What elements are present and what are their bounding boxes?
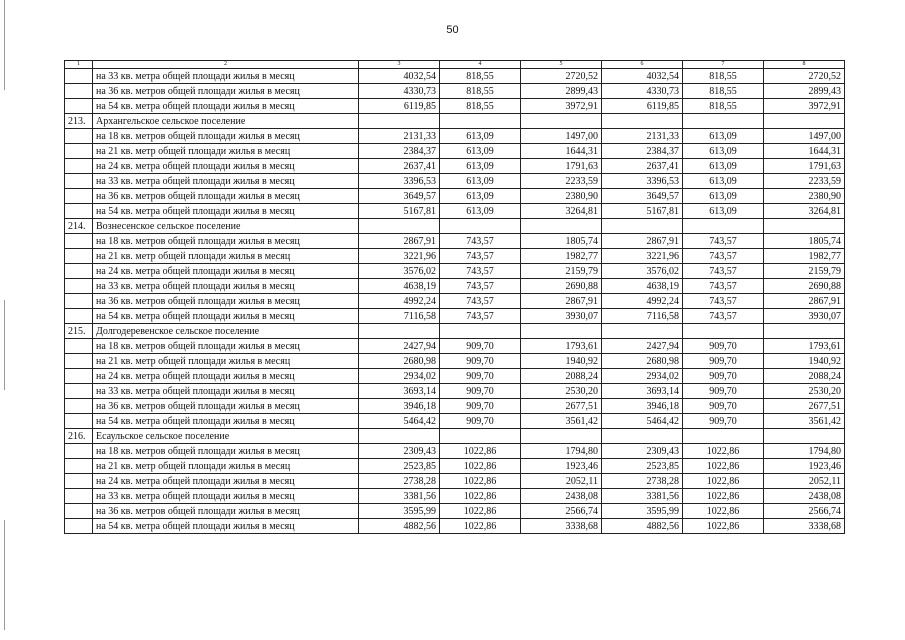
norm-label: на 21 кв. метр общей площади жилья в месяц bbox=[93, 354, 359, 369]
value-cell-col3: 2934,02 bbox=[359, 369, 440, 384]
table-row bbox=[65, 384, 845, 399]
value-cell-col8: 2088,24 bbox=[764, 369, 845, 384]
value-cell-col5: 3561,42 bbox=[521, 414, 602, 429]
table-row bbox=[65, 69, 845, 84]
value-cell-col3: 6119,85 bbox=[359, 99, 440, 114]
value-cell-col3: 7116,58 bbox=[359, 309, 440, 324]
norm-label: на 54 кв. метра общей площади жилья в месяц bbox=[93, 204, 359, 219]
norm-label: на 36 кв. метров общей площади жилья в месяц bbox=[93, 84, 359, 99]
value-cell-col4: 909,70 bbox=[440, 354, 521, 369]
norm-label: на 33 кв. метра общей площади жилья в месяц bbox=[93, 174, 359, 189]
value-cell-col3: 3595,99 bbox=[359, 504, 440, 519]
value-cell-col7: 743,57 bbox=[683, 249, 764, 264]
value-cell-col4: 743,57 bbox=[440, 234, 521, 249]
column-number: 4 bbox=[440, 61, 521, 69]
empty-cell bbox=[359, 324, 440, 339]
value-cell-col6: 5167,81 bbox=[602, 204, 683, 219]
norm-label: на 21 кв. метр общей площади жилья в месяц bbox=[93, 144, 359, 159]
table-row bbox=[65, 309, 845, 324]
table-row bbox=[65, 99, 845, 114]
section-title: Вознесенское сельское поселение bbox=[93, 219, 359, 234]
table-row bbox=[65, 339, 845, 354]
value-cell-col6: 3693,14 bbox=[602, 384, 683, 399]
value-cell-col3: 4330,73 bbox=[359, 84, 440, 99]
value-cell-col7: 743,57 bbox=[683, 279, 764, 294]
value-cell-col6: 4638,19 bbox=[602, 279, 683, 294]
value-cell-col5: 2720,52 bbox=[521, 69, 602, 84]
table-row bbox=[65, 159, 845, 174]
page-number: 50 bbox=[446, 24, 459, 36]
value-cell-col7: 613,09 bbox=[683, 174, 764, 189]
value-cell-col6: 2738,28 bbox=[602, 474, 683, 489]
value-cell-col3: 5167,81 bbox=[359, 204, 440, 219]
value-cell-col4: 818,55 bbox=[440, 99, 521, 114]
value-cell-col4: 613,09 bbox=[440, 204, 521, 219]
value-cell-col6: 2309,43 bbox=[602, 444, 683, 459]
value-cell-col3: 4992,24 bbox=[359, 294, 440, 309]
value-cell-col6: 4330,73 bbox=[602, 84, 683, 99]
settlement-section-row bbox=[65, 114, 845, 129]
table-row bbox=[65, 279, 845, 294]
norm-label: на 21 кв. метр общей площади жилья в месяц bbox=[93, 459, 359, 474]
value-cell-col7: 743,57 bbox=[683, 234, 764, 249]
value-cell-col5: 2530,20 bbox=[521, 384, 602, 399]
table-row bbox=[65, 519, 845, 534]
value-cell-col4: 743,57 bbox=[440, 264, 521, 279]
value-cell-col4: 743,57 bbox=[440, 294, 521, 309]
empty-cell bbox=[521, 114, 602, 129]
value-cell-col3: 4638,19 bbox=[359, 279, 440, 294]
value-cell-col3: 2131,33 bbox=[359, 129, 440, 144]
table-row bbox=[65, 474, 845, 489]
value-cell-col6: 2637,41 bbox=[602, 159, 683, 174]
empty-cell bbox=[359, 114, 440, 129]
table-row bbox=[65, 84, 845, 99]
value-cell-col4: 1022,86 bbox=[440, 459, 521, 474]
empty-cell bbox=[65, 459, 93, 474]
value-cell-col7: 613,09 bbox=[683, 159, 764, 174]
value-cell-col5: 2380,90 bbox=[521, 189, 602, 204]
empty-cell bbox=[65, 384, 93, 399]
value-cell-col5: 2438,08 bbox=[521, 489, 602, 504]
value-cell-col8: 2380,90 bbox=[764, 189, 845, 204]
value-cell-col7: 909,70 bbox=[683, 354, 764, 369]
empty-cell bbox=[521, 324, 602, 339]
norm-label: на 36 кв. метров общей площади жилья в месяц bbox=[93, 504, 359, 519]
value-cell-col5: 2566,74 bbox=[521, 504, 602, 519]
value-cell-col3: 2867,91 bbox=[359, 234, 440, 249]
column-number: 5 bbox=[521, 61, 602, 69]
empty-cell bbox=[440, 429, 521, 444]
value-cell-col7: 1022,86 bbox=[683, 504, 764, 519]
value-cell-col3: 4882,56 bbox=[359, 519, 440, 534]
table-row bbox=[65, 174, 845, 189]
empty-cell bbox=[683, 429, 764, 444]
value-cell-col8: 2677,51 bbox=[764, 399, 845, 414]
table-row bbox=[65, 144, 845, 159]
value-cell-col5: 1940,92 bbox=[521, 354, 602, 369]
value-cell-col6: 6119,85 bbox=[602, 99, 683, 114]
value-cell-col3: 3946,18 bbox=[359, 399, 440, 414]
norm-label: на 36 кв. метров общей площади жилья в месяц bbox=[93, 189, 359, 204]
empty-cell bbox=[683, 219, 764, 234]
value-cell-col4: 613,09 bbox=[440, 129, 521, 144]
norm-label: на 54 кв. метра общей площади жилья в месяц bbox=[93, 519, 359, 534]
value-cell-col8: 2720,52 bbox=[764, 69, 845, 84]
value-cell-col6: 3946,18 bbox=[602, 399, 683, 414]
empty-cell bbox=[65, 369, 93, 384]
value-cell-col8: 2438,08 bbox=[764, 489, 845, 504]
value-cell-col6: 3595,99 bbox=[602, 504, 683, 519]
value-cell-col3: 2309,43 bbox=[359, 444, 440, 459]
value-cell-col6: 4882,56 bbox=[602, 519, 683, 534]
empty-cell bbox=[65, 264, 93, 279]
value-cell-col5: 1791,63 bbox=[521, 159, 602, 174]
value-cell-col8: 1923,46 bbox=[764, 459, 845, 474]
value-cell-col4: 1022,86 bbox=[440, 519, 521, 534]
value-cell-col7: 818,55 bbox=[683, 69, 764, 84]
table-row bbox=[65, 504, 845, 519]
value-cell-col3: 4032,54 bbox=[359, 69, 440, 84]
value-cell-col6: 3649,57 bbox=[602, 189, 683, 204]
value-cell-col7: 1022,86 bbox=[683, 444, 764, 459]
value-cell-col8: 2566,74 bbox=[764, 504, 845, 519]
table-row bbox=[65, 414, 845, 429]
value-cell-col8: 3561,42 bbox=[764, 414, 845, 429]
empty-cell bbox=[65, 489, 93, 504]
table-row bbox=[65, 444, 845, 459]
value-cell-col8: 2233,59 bbox=[764, 174, 845, 189]
empty-cell bbox=[359, 429, 440, 444]
value-cell-col8: 1940,92 bbox=[764, 354, 845, 369]
empty-cell bbox=[65, 294, 93, 309]
settlement-section-row bbox=[65, 324, 845, 339]
value-cell-col5: 1793,61 bbox=[521, 339, 602, 354]
value-cell-col8: 1982,77 bbox=[764, 249, 845, 264]
empty-cell bbox=[65, 189, 93, 204]
value-cell-col6: 2934,02 bbox=[602, 369, 683, 384]
value-cell-col6: 3221,96 bbox=[602, 249, 683, 264]
value-cell-col5: 1644,31 bbox=[521, 144, 602, 159]
column-number: 6 bbox=[602, 61, 683, 69]
norm-label: на 18 кв. метров общей площади жилья в месяц bbox=[93, 444, 359, 459]
value-cell-col4: 1022,86 bbox=[440, 504, 521, 519]
column-number: 1 bbox=[65, 61, 93, 69]
value-cell-col4: 909,70 bbox=[440, 339, 521, 354]
value-cell-col5: 2233,59 bbox=[521, 174, 602, 189]
empty-cell bbox=[683, 324, 764, 339]
section-title: Архангельское сельское поселение bbox=[93, 114, 359, 129]
value-cell-col7: 909,70 bbox=[683, 384, 764, 399]
value-cell-col6: 4992,24 bbox=[602, 294, 683, 309]
empty-cell bbox=[602, 324, 683, 339]
table-row bbox=[65, 459, 845, 474]
empty-cell bbox=[65, 519, 93, 534]
column-number-row bbox=[65, 61, 845, 69]
empty-cell bbox=[602, 219, 683, 234]
scan-margin-line bbox=[4, 520, 5, 630]
value-cell-col7: 909,70 bbox=[683, 339, 764, 354]
value-cell-col7: 818,55 bbox=[683, 99, 764, 114]
empty-cell bbox=[65, 279, 93, 294]
value-cell-col4: 909,70 bbox=[440, 414, 521, 429]
value-cell-col6: 2384,37 bbox=[602, 144, 683, 159]
empty-cell bbox=[65, 414, 93, 429]
value-cell-col8: 2867,91 bbox=[764, 294, 845, 309]
value-cell-col5: 3930,07 bbox=[521, 309, 602, 324]
section-number: 215. bbox=[65, 324, 93, 339]
value-cell-col8: 1805,74 bbox=[764, 234, 845, 249]
value-cell-col4: 743,57 bbox=[440, 309, 521, 324]
empty-cell bbox=[65, 444, 93, 459]
value-cell-col4: 743,57 bbox=[440, 249, 521, 264]
value-cell-col3: 2637,41 bbox=[359, 159, 440, 174]
value-cell-col4: 1022,86 bbox=[440, 444, 521, 459]
value-cell-col5: 1982,77 bbox=[521, 249, 602, 264]
section-number: 216. bbox=[65, 429, 93, 444]
value-cell-col3: 3396,53 bbox=[359, 174, 440, 189]
value-cell-col8: 3930,07 bbox=[764, 309, 845, 324]
value-cell-col4: 613,09 bbox=[440, 189, 521, 204]
value-cell-col5: 2690,88 bbox=[521, 279, 602, 294]
section-title: Есаульское сельское поселение bbox=[93, 429, 359, 444]
settlement-section-row bbox=[65, 429, 845, 444]
value-cell-col5: 1497,00 bbox=[521, 129, 602, 144]
section-number: 214. bbox=[65, 219, 93, 234]
empty-cell bbox=[65, 504, 93, 519]
value-cell-col6: 2867,91 bbox=[602, 234, 683, 249]
value-cell-col6: 2131,33 bbox=[602, 129, 683, 144]
value-cell-col7: 909,70 bbox=[683, 414, 764, 429]
norm-label: на 24 кв. метра общей площади жилья в месяц bbox=[93, 264, 359, 279]
value-cell-col5: 3264,81 bbox=[521, 204, 602, 219]
value-cell-col4: 909,70 bbox=[440, 384, 521, 399]
norm-label: на 33 кв. метра общей площади жилья в месяц bbox=[93, 384, 359, 399]
value-cell-col6: 2680,98 bbox=[602, 354, 683, 369]
norm-label: на 33 кв. метра общей площади жилья в месяц bbox=[93, 489, 359, 504]
value-cell-col5: 2088,24 bbox=[521, 369, 602, 384]
empty-cell bbox=[65, 84, 93, 99]
value-cell-col6: 2523,85 bbox=[602, 459, 683, 474]
value-cell-col6: 2427,94 bbox=[602, 339, 683, 354]
value-cell-col6: 5464,42 bbox=[602, 414, 683, 429]
norm-label: на 24 кв. метра общей площади жилья в месяц bbox=[93, 369, 359, 384]
value-cell-col4: 818,55 bbox=[440, 69, 521, 84]
value-cell-col8: 3264,81 bbox=[764, 204, 845, 219]
value-cell-col3: 2680,98 bbox=[359, 354, 440, 369]
value-cell-col4: 909,70 bbox=[440, 399, 521, 414]
value-cell-col5: 2899,43 bbox=[521, 84, 602, 99]
value-cell-col7: 743,57 bbox=[683, 309, 764, 324]
empty-cell bbox=[65, 129, 93, 144]
value-cell-col7: 1022,86 bbox=[683, 474, 764, 489]
value-cell-col3: 2738,28 bbox=[359, 474, 440, 489]
settlement-section-row bbox=[65, 219, 845, 234]
empty-cell bbox=[764, 219, 845, 234]
value-cell-col5: 3338,68 bbox=[521, 519, 602, 534]
norm-label: на 24 кв. метра общей площади жилья в месяц bbox=[93, 159, 359, 174]
empty-cell bbox=[602, 429, 683, 444]
value-cell-col6: 7116,58 bbox=[602, 309, 683, 324]
value-cell-col6: 3576,02 bbox=[602, 264, 683, 279]
value-cell-col3: 3381,56 bbox=[359, 489, 440, 504]
value-cell-col8: 1791,63 bbox=[764, 159, 845, 174]
table-row bbox=[65, 234, 845, 249]
value-cell-col5: 2159,79 bbox=[521, 264, 602, 279]
value-cell-col5: 2052,11 bbox=[521, 474, 602, 489]
value-cell-col6: 3396,53 bbox=[602, 174, 683, 189]
empty-cell bbox=[359, 219, 440, 234]
tariff-table bbox=[64, 60, 845, 534]
table-row bbox=[65, 294, 845, 309]
value-cell-col8: 2690,88 bbox=[764, 279, 845, 294]
empty-cell bbox=[65, 354, 93, 369]
value-cell-col4: 909,70 bbox=[440, 369, 521, 384]
empty-cell bbox=[65, 339, 93, 354]
value-cell-col8: 1644,31 bbox=[764, 144, 845, 159]
value-cell-col5: 2677,51 bbox=[521, 399, 602, 414]
norm-label: на 18 кв. метров общей площади жилья в месяц bbox=[93, 339, 359, 354]
value-cell-col7: 909,70 bbox=[683, 369, 764, 384]
empty-cell bbox=[65, 99, 93, 114]
value-cell-col4: 1022,86 bbox=[440, 474, 521, 489]
empty-cell bbox=[65, 474, 93, 489]
table-row bbox=[65, 399, 845, 414]
value-cell-col6: 4032,54 bbox=[602, 69, 683, 84]
value-cell-col5: 2867,91 bbox=[521, 294, 602, 309]
value-cell-col7: 909,70 bbox=[683, 399, 764, 414]
value-cell-col8: 1794,80 bbox=[764, 444, 845, 459]
value-cell-col7: 1022,86 bbox=[683, 489, 764, 504]
column-number: 2 bbox=[93, 61, 359, 69]
scan-margin-line bbox=[4, 300, 5, 390]
value-cell-col3: 2523,85 bbox=[359, 459, 440, 474]
empty-cell bbox=[65, 204, 93, 219]
value-cell-col4: 743,57 bbox=[440, 279, 521, 294]
value-cell-col5: 3972,91 bbox=[521, 99, 602, 114]
value-cell-col3: 3693,14 bbox=[359, 384, 440, 399]
table-body bbox=[65, 61, 845, 534]
value-cell-col7: 743,57 bbox=[683, 294, 764, 309]
norm-label: на 54 кв. метра общей площади жилья в месяц bbox=[93, 414, 359, 429]
empty-cell bbox=[65, 159, 93, 174]
value-cell-col8: 3972,91 bbox=[764, 99, 845, 114]
table-row bbox=[65, 369, 845, 384]
empty-cell bbox=[65, 174, 93, 189]
table-row bbox=[65, 264, 845, 279]
value-cell-col7: 613,09 bbox=[683, 204, 764, 219]
value-cell-col4: 613,09 bbox=[440, 174, 521, 189]
empty-cell bbox=[65, 144, 93, 159]
value-cell-col7: 613,09 bbox=[683, 129, 764, 144]
norm-label: на 36 кв. метров общей площади жилья в месяц bbox=[93, 294, 359, 309]
value-cell-col8: 2052,11 bbox=[764, 474, 845, 489]
empty-cell bbox=[764, 324, 845, 339]
value-cell-col3: 2427,94 bbox=[359, 339, 440, 354]
empty-cell bbox=[683, 114, 764, 129]
norm-label: на 54 кв. метра общей площади жилья в месяц bbox=[93, 99, 359, 114]
value-cell-col3: 3221,96 bbox=[359, 249, 440, 264]
empty-cell bbox=[602, 114, 683, 129]
value-cell-col6: 3381,56 bbox=[602, 489, 683, 504]
table-row bbox=[65, 204, 845, 219]
empty-cell bbox=[764, 114, 845, 129]
empty-cell bbox=[65, 399, 93, 414]
value-cell-col5: 1805,74 bbox=[521, 234, 602, 249]
value-cell-col7: 743,57 bbox=[683, 264, 764, 279]
value-cell-col8: 1793,61 bbox=[764, 339, 845, 354]
norm-label: на 24 кв. метра общей площади жилья в месяц bbox=[93, 474, 359, 489]
table-row bbox=[65, 354, 845, 369]
empty-cell bbox=[440, 324, 521, 339]
table-row bbox=[65, 489, 845, 504]
norm-label: на 18 кв. метров общей площади жилья в месяц bbox=[93, 129, 359, 144]
empty-cell bbox=[65, 309, 93, 324]
empty-cell bbox=[764, 429, 845, 444]
norm-label: на 54 кв. метра общей площади жилья в месяц bbox=[93, 309, 359, 324]
value-cell-col8: 2159,79 bbox=[764, 264, 845, 279]
value-cell-col4: 613,09 bbox=[440, 144, 521, 159]
column-number: 8 bbox=[764, 61, 845, 69]
table-row bbox=[65, 249, 845, 264]
value-cell-col3: 3576,02 bbox=[359, 264, 440, 279]
column-number: 7 bbox=[683, 61, 764, 69]
value-cell-col3: 2384,37 bbox=[359, 144, 440, 159]
value-cell-col7: 613,09 bbox=[683, 189, 764, 204]
value-cell-col8: 1497,00 bbox=[764, 129, 845, 144]
norm-label: на 33 кв. метра общей площади жилья в месяц bbox=[93, 279, 359, 294]
value-cell-col5: 1923,46 bbox=[521, 459, 602, 474]
empty-cell bbox=[65, 249, 93, 264]
value-cell-col4: 1022,86 bbox=[440, 489, 521, 504]
table-row bbox=[65, 189, 845, 204]
value-cell-col8: 2530,20 bbox=[764, 384, 845, 399]
empty-cell bbox=[521, 429, 602, 444]
value-cell-col4: 613,09 bbox=[440, 159, 521, 174]
value-cell-col8: 3338,68 bbox=[764, 519, 845, 534]
value-cell-col5: 1794,80 bbox=[521, 444, 602, 459]
section-title: Долгодеревенское сельское поселение bbox=[93, 324, 359, 339]
empty-cell bbox=[65, 234, 93, 249]
column-number: 3 bbox=[359, 61, 440, 69]
norm-label: на 21 кв. метр общей площади жилья в месяц bbox=[93, 249, 359, 264]
section-number: 213. bbox=[65, 114, 93, 129]
norm-label: на 18 кв. метров общей площади жилья в месяц bbox=[93, 234, 359, 249]
value-cell-col7: 613,09 bbox=[683, 144, 764, 159]
norm-label: на 33 кв. метра общей площади жилья в месяц bbox=[93, 69, 359, 84]
scan-margin-line bbox=[4, 0, 5, 90]
value-cell-col3: 5464,42 bbox=[359, 414, 440, 429]
value-cell-col4: 818,55 bbox=[440, 84, 521, 99]
empty-cell bbox=[521, 219, 602, 234]
value-cell-col7: 1022,86 bbox=[683, 459, 764, 474]
empty-cell bbox=[440, 219, 521, 234]
value-cell-col8: 2899,43 bbox=[764, 84, 845, 99]
value-cell-col7: 1022,86 bbox=[683, 519, 764, 534]
empty-cell bbox=[440, 114, 521, 129]
empty-cell bbox=[65, 69, 93, 84]
table-row bbox=[65, 129, 845, 144]
value-cell-col7: 818,55 bbox=[683, 84, 764, 99]
norm-label: на 36 кв. метров общей площади жилья в месяц bbox=[93, 399, 359, 414]
value-cell-col3: 3649,57 bbox=[359, 189, 440, 204]
